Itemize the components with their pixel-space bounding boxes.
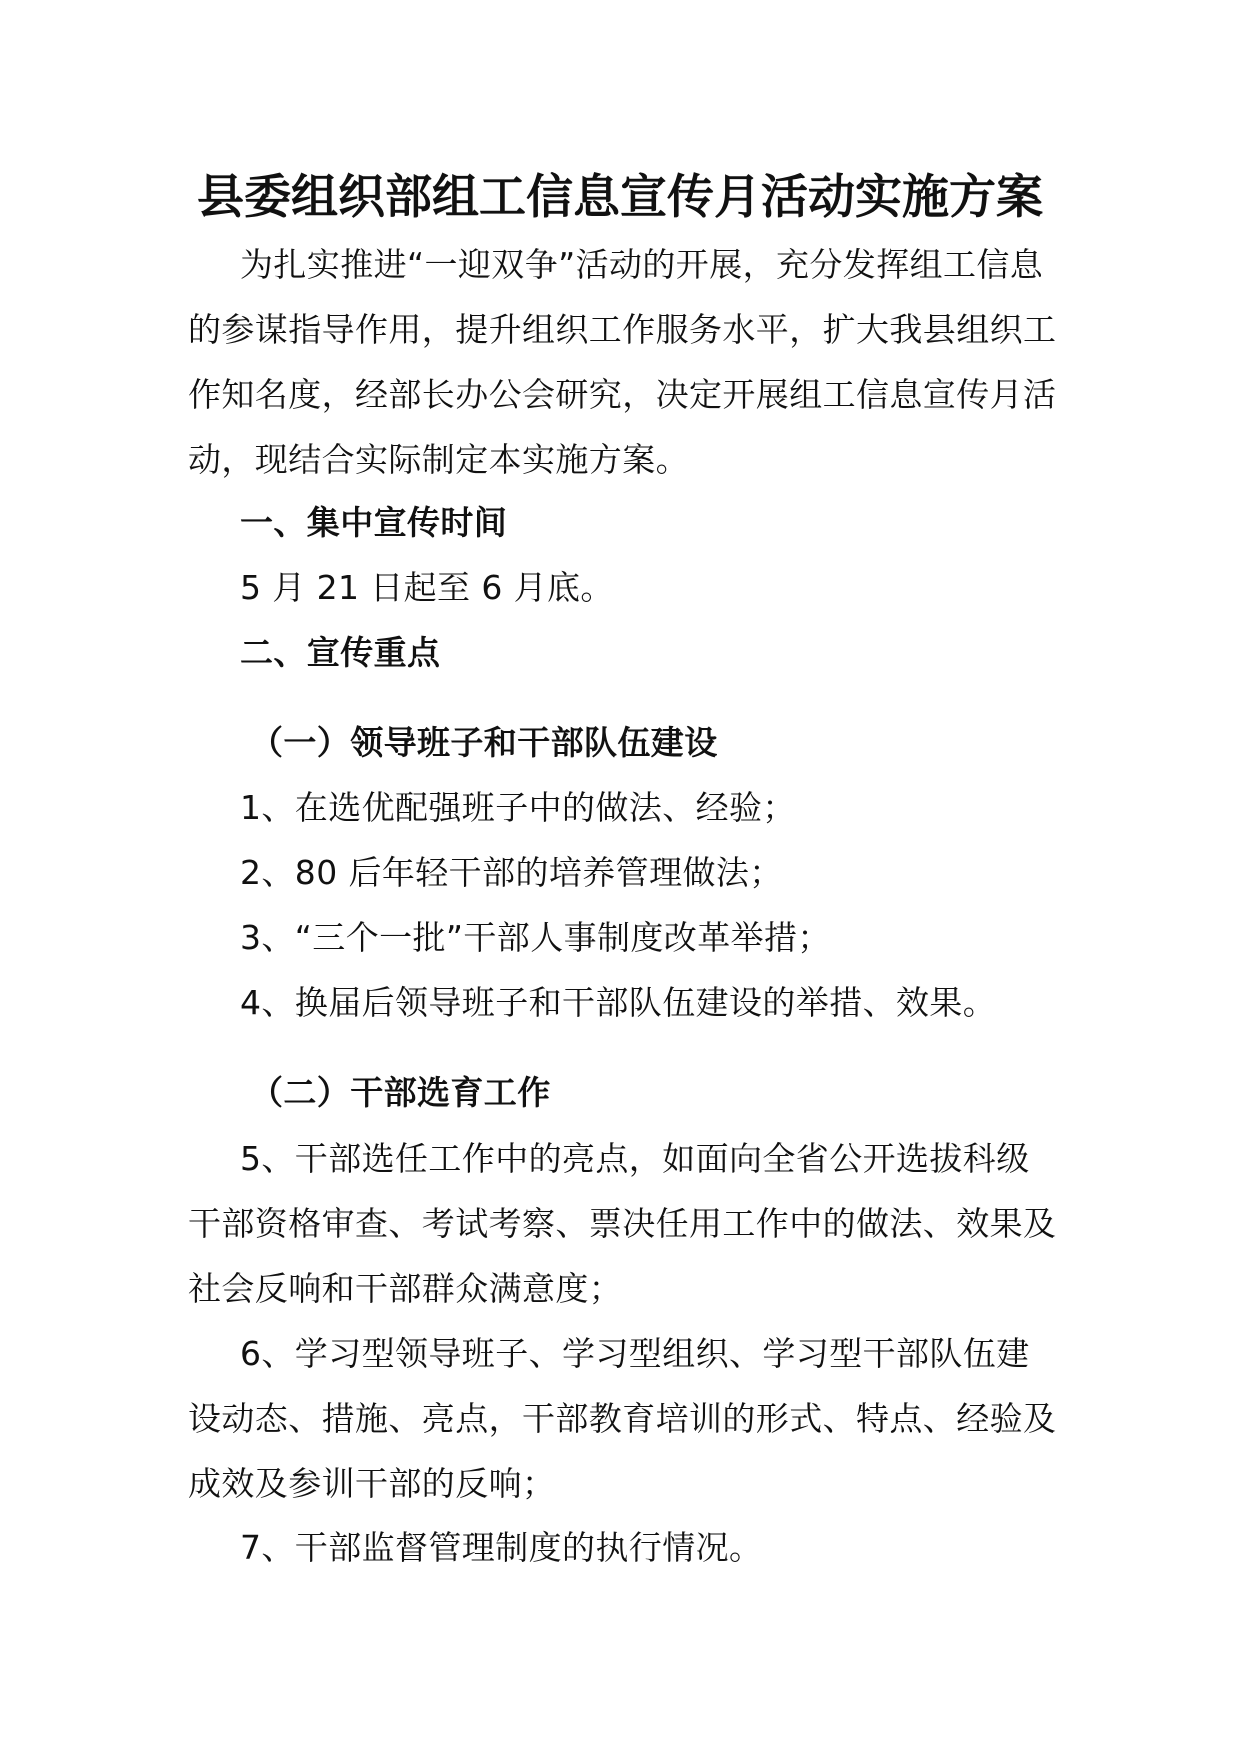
list-item: 4、换届后领导班子和干部队伍建设的举措、效果。 (240, 983, 997, 1022)
section-content-time: 5 月 21 日起至 6 月底。 (240, 568, 614, 607)
list-item: 6、学习型领导班子、学习型组织、学习型干部队伍建设动态、措施、亮点，干部教育培训的形式、特点、经验及成效及参训干部的反响； (188, 1334, 1057, 1503)
subsection-heading-cadre: （二）干部选育工作 (250, 1073, 551, 1112)
cadre-paragraph-block-6 (188, 1321, 1058, 1516)
cadre-paragraph-block-5 (188, 1126, 1058, 1321)
list-item: 1、在选优配强班子中的做法、经验； (240, 788, 796, 827)
list-item: 5、干部选任工作中的亮点，如面向全省公开选拔科级干部资格审查、考试考察、票决任用工作中的做法、效果及社会反响和干部群众满意度； (188, 1139, 1057, 1308)
list-item: 3、“三个一批”干部人事制度改革举措； (240, 918, 831, 957)
list-item: 7、干部监督管理制度的执行情况。 (240, 1528, 763, 1567)
intro-paragraph: 为扎实推进“一迎双争”活动的开展，充分发挥组工信息的参谋指导作用，提升组织工作服务水平，扩大我县组织工作知名度，经部长办公会研究，决定开展组工信息宣传月活动，现结合实际制定本实施方案。 (188, 245, 1057, 479)
section-heading-time: 一、集中宣传时间 (240, 503, 508, 542)
intro-paragraph-block (188, 232, 1058, 492)
section-heading-focus: 二、宣传重点 (240, 633, 441, 672)
document-title: 县委组织部组工信息宣传月活动实施方案 (197, 170, 1043, 225)
subsection-heading-leadership: （一）领导班子和干部队伍建设 (250, 723, 718, 762)
list-item: 2、80 后年轻干部的培养管理做法； (240, 853, 783, 892)
